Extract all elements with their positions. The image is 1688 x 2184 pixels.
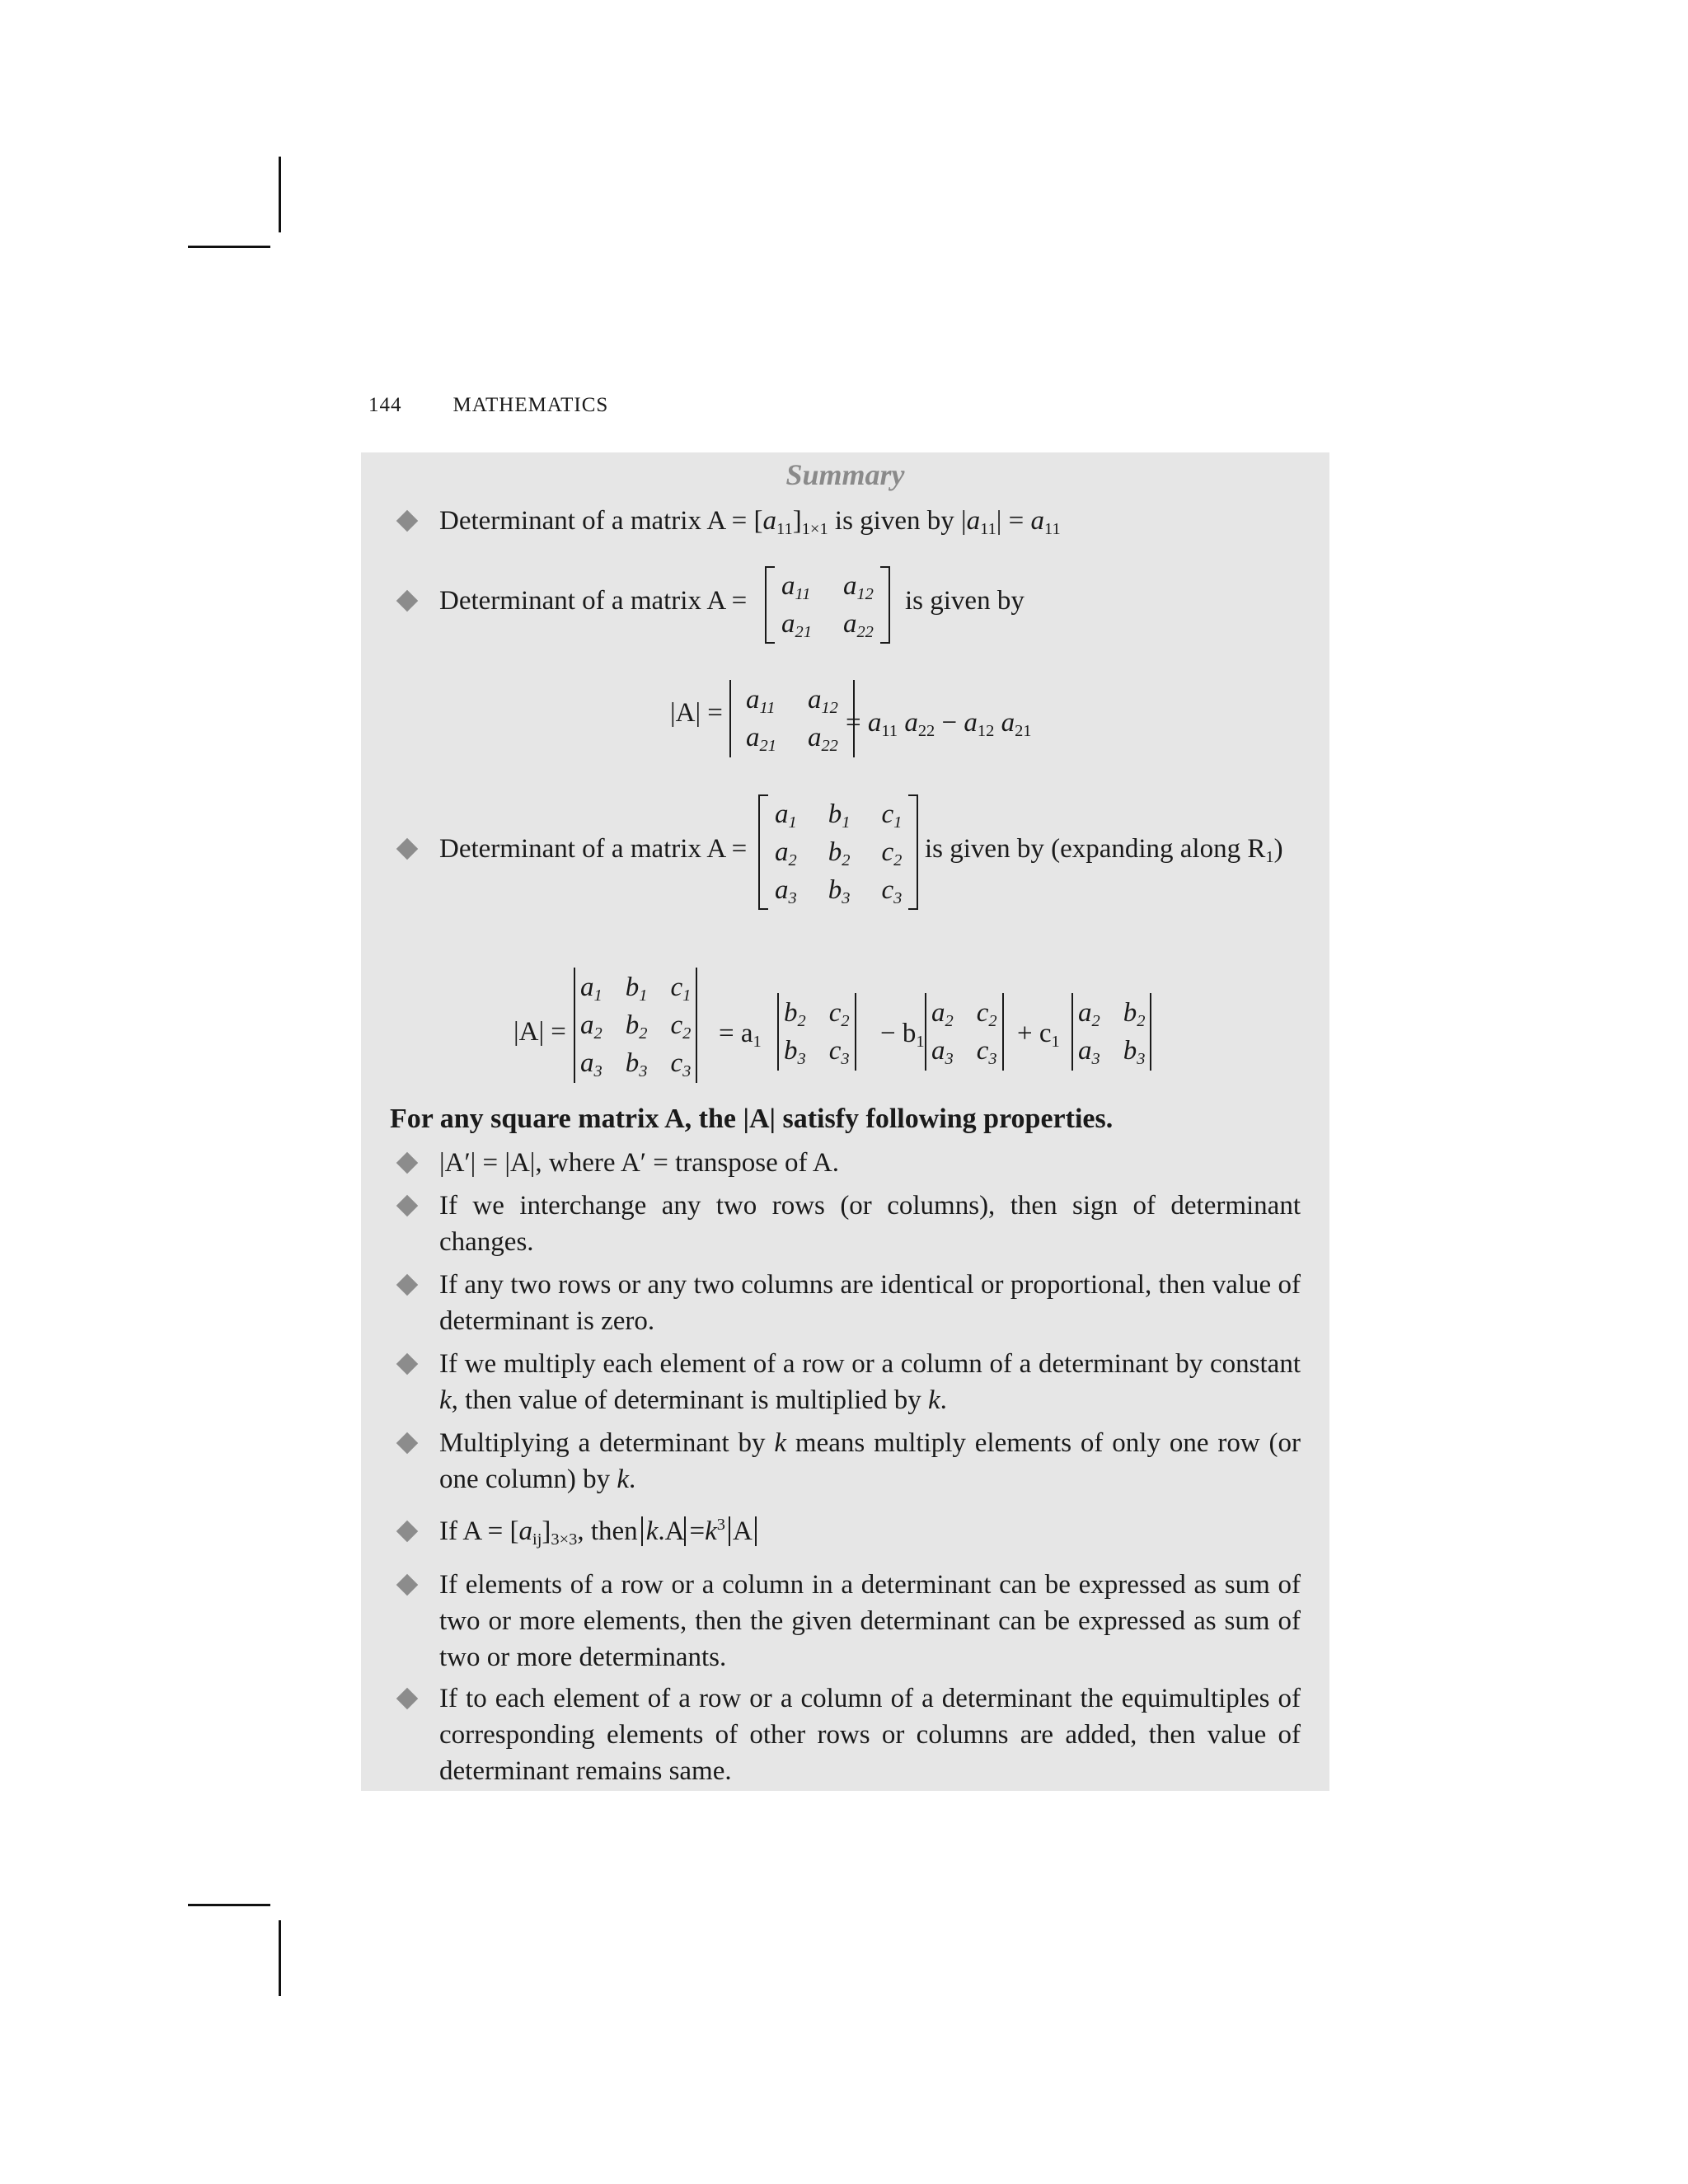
page-header [368, 394, 608, 417]
page-number: 144 [368, 394, 402, 416]
bullet-diamond-icon [396, 838, 418, 860]
bullet-diamond-icon [396, 1353, 418, 1375]
property-4: If we multiply each element of a row or a column of a determinant by constant k, then value of determinant is multiplied by k. [439, 1349, 1301, 1415]
summary-box [361, 452, 1329, 1791]
property-2: If we interchange any two rows (or columns), then sign of determinant changes. [439, 1191, 1301, 1257]
minor-1: $b_2$ $c_2$ $b_3$ $c_3$ [777, 993, 856, 1071]
det-2x2-rhs: = $a_{11}$ $a_{22} - a_{12}$ $a_{21}$ [846, 708, 1032, 740]
summary-title: Summary [785, 458, 905, 491]
property-1: |A′| = |A|, where A′ = transpose of A. [439, 1148, 840, 1178]
bullet-diamond-icon [396, 1274, 418, 1296]
bullet-diamond-icon [396, 1432, 418, 1454]
bullet-diamond-icon [396, 1574, 418, 1596]
page-header-title: MATHEMATICS [452, 394, 609, 416]
minor-2: $a_2$ $c_2$ $a_3$ $c_3$ [925, 993, 1004, 1071]
crop-mark-bottom-horizontal [188, 1904, 270, 1906]
crop-mark-bottom-vertical [279, 1920, 281, 1996]
summary-item-1x1: Determinant of a matrix $A = [a_{11}]_{1\times 1}$ is given by $|a_{11}| = a_{11}$ [439, 506, 1061, 538]
crop-mark-top-horizontal [188, 246, 270, 248]
matrix-3x3: $a_1$ $b_1$ $c_1$ $a_2$ $b_2$ $c_2$ $a_3$ $b_3$ $c_3$ [758, 794, 918, 910]
property-7: If elements of a row or a column in a determinant can be expressed as sum of two or more elements, then the given determinant can be expressed as sum of two or more determinants. [439, 1570, 1301, 1672]
summary-item-3x3-label: Determinant of a matrix A = [439, 834, 748, 864]
determinant-3x3: $a_1$ $b_1$ $c_1$ $a_2$ $b_2$ $c_2$ $a_3$ $b_3$ $c_3$ [574, 968, 697, 1083]
property-3: If any two rows or any two columns are identical or proportional, then value of determinant is zero. [439, 1270, 1301, 1336]
matrix-2x2: $a_{11}$ $a_{12}$ $a_{21}$ $a_{22}$ [765, 566, 890, 644]
bullet-diamond-icon [396, 590, 418, 612]
minor-3: $a_2$ $b_2$ $a_3$ $b_3$ [1071, 993, 1151, 1071]
property-6: If $A = [a_{ij}]_{3\times 3}$, then $k.A =k^3$ A [439, 1513, 1301, 1549]
summary-item-2x2-label: Determinant of a matrix A = [439, 586, 748, 616]
expansion-term-b1: − $b_1$ [880, 1019, 925, 1051]
crop-mark-top-vertical [279, 157, 281, 232]
expansion-term-a1: = $a_1$ [719, 1019, 762, 1051]
summary-item-2x2-tail: is given by [905, 586, 1025, 616]
det-3x3-lhs: |A| = [513, 1017, 566, 1047]
property-8: If to each element of a row or a column of a determinant the equimultiples of corresponding elements of other rows or columns are added, then value of determinant remains same. [439, 1684, 1301, 1786]
bullet-diamond-icon [396, 1688, 418, 1709]
properties-heading: For any square matrix A, the |A| satisfy following properties. [390, 1104, 1114, 1134]
det-2x2-lhs: |A| = [670, 698, 723, 728]
property-5: Multiplying a determinant by k means multiply elements of only one row (or one column) by k. [439, 1428, 1301, 1494]
summary-item-3x3-tail: is given by (expanding along $R_1$) [925, 834, 1283, 866]
determinant-2x2: $a_{11}$ $a_{12}$ $a_{21}$ $a_{22}$ [729, 680, 855, 757]
bullet-diamond-icon [396, 510, 418, 532]
bullet-diamond-icon [396, 1152, 418, 1174]
expansion-term-c1: + $c_1$ [1017, 1019, 1060, 1051]
bullet-diamond-icon [396, 1195, 418, 1216]
bullet-diamond-icon [396, 1521, 418, 1542]
